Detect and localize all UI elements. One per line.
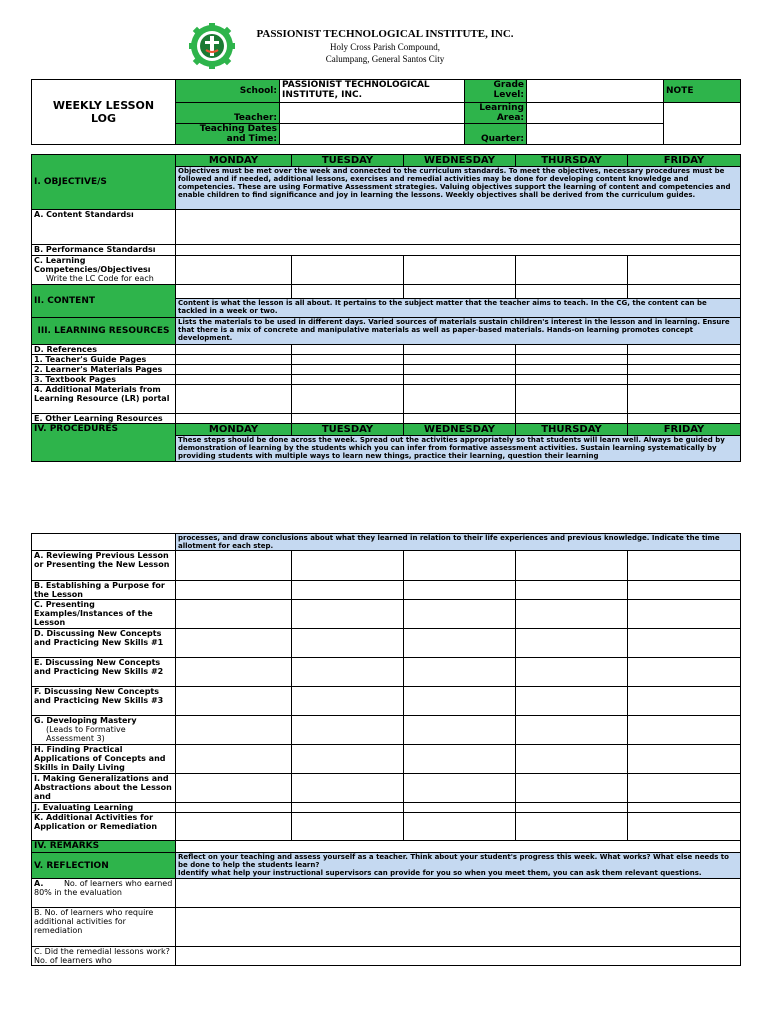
step-f-thu[interactable] [516, 687, 628, 716]
day-tuesday: TUESDAY [292, 155, 404, 167]
references-tue[interactable] [292, 345, 404, 355]
step-g-mon[interactable] [176, 716, 292, 745]
competencies-label [32, 256, 176, 285]
objectives-header: I. OBJECTIVE/S [32, 155, 176, 210]
step-d-fri[interactable] [628, 629, 741, 658]
reflection-a-letter: A. [34, 879, 44, 888]
content-wed[interactable] [404, 285, 516, 299]
note-field[interactable] [664, 103, 741, 145]
step-i-fri[interactable] [628, 774, 741, 803]
reflection-desc-1: Reflect on your teaching and assess yourself as a teacher. Think about your student's progress this week. What works? What else needs to be done to help the students learn? [178, 853, 729, 869]
lm-wed[interactable] [404, 365, 516, 375]
ol-fri[interactable] [628, 414, 741, 424]
step-k-thu[interactable] [516, 813, 628, 841]
ol-thu[interactable] [516, 414, 628, 424]
lm-thu[interactable] [516, 365, 628, 375]
tb-mon[interactable] [176, 375, 292, 385]
step-i-wed[interactable] [404, 774, 516, 803]
performance-standards-label: B. Performance Standardsı [32, 245, 176, 256]
step-d-tue[interactable] [292, 629, 404, 658]
step-j-mon[interactable] [176, 803, 292, 813]
step-f-fri[interactable] [628, 687, 741, 716]
ol-tue[interactable] [292, 414, 404, 424]
step-d-thu[interactable] [516, 629, 628, 658]
step-j-thu[interactable] [516, 803, 628, 813]
step-f-mon[interactable] [176, 687, 292, 716]
step-b-tue[interactable] [292, 581, 404, 600]
note-label: NOTE [664, 80, 741, 103]
reflection-b-field[interactable] [176, 908, 741, 947]
tg-wed[interactable] [404, 355, 516, 365]
step-c-fri[interactable] [628, 600, 741, 629]
am-tue[interactable] [292, 385, 404, 414]
step-g-label [32, 716, 176, 745]
lm-mon[interactable] [176, 365, 292, 375]
content-description: Content is what the lesson is all about. It pertains to the subject matter that the teacher aims to teach. In the CG, the content can be tackled in a week or two. [176, 299, 741, 318]
step-a-wed[interactable] [404, 551, 516, 581]
step-e-label: E. Discussing New Concepts and Practicing New Skills #2 [32, 658, 176, 687]
step-k-wed[interactable] [404, 813, 516, 841]
step-i-tue[interactable] [292, 774, 404, 803]
step-b-label: B. Establishing a Purpose for the Lesson [32, 581, 176, 600]
day-wednesday-2: WEDNESDAY [404, 424, 516, 436]
address-line-2: Calumpang, General Santos City [325, 54, 445, 64]
reflection-b-label: B. No. of learners who require additional activities for remediation [32, 908, 176, 947]
tg-tue[interactable] [292, 355, 404, 365]
school-label: School: [176, 80, 280, 103]
step-a-tue[interactable] [292, 551, 404, 581]
tb-fri[interactable] [628, 375, 741, 385]
tb-thu[interactable] [516, 375, 628, 385]
step-f-tue[interactable] [292, 687, 404, 716]
reflection-description [176, 853, 741, 879]
procedures-cont-blank [32, 534, 176, 551]
competencies-tue[interactable] [292, 256, 404, 285]
day-thursday: THURSDAY [516, 155, 628, 167]
ol-mon[interactable] [176, 414, 292, 424]
step-g-title: G. Developing Mastery [34, 716, 137, 725]
teaching-dates-label: Teaching Dates and Time: [176, 124, 280, 145]
references-thu[interactable] [516, 345, 628, 355]
reflection-c-field[interactable] [176, 947, 741, 966]
reflection-c-label: C. Did the remedial lessons work? No. of learners who [32, 947, 176, 966]
step-e-tue[interactable] [292, 658, 404, 687]
info-table [31, 79, 741, 145]
content-thu[interactable] [516, 285, 628, 299]
competencies-thu[interactable] [516, 256, 628, 285]
step-g-tue[interactable] [292, 716, 404, 745]
step-i-mon[interactable] [176, 774, 292, 803]
step-e-fri[interactable] [628, 658, 741, 687]
am-mon[interactable] [176, 385, 292, 414]
textbook-pages-label: 3. Textbook Pages [32, 375, 176, 385]
day-monday-2: MONDAY [176, 424, 292, 436]
lesson-log-title: WEEKLY LESSON LOG [32, 80, 176, 145]
learning-resources-description: Lists the materials to be used in different days. Varied sources of materials sustain children's interest in the lesson and in learning. Ensure that there is a mix of concrete and manipulative materials as well as paper-based materials. Hands-on learning promotes concept development. [176, 318, 741, 345]
step-c-wed[interactable] [404, 600, 516, 629]
content-mon[interactable] [176, 285, 292, 299]
step-g-wed[interactable] [404, 716, 516, 745]
day-friday: FRIDAY [628, 155, 741, 167]
ol-wed[interactable] [404, 414, 516, 424]
remarks-header: IV. REMARKS [32, 841, 176, 853]
day-wednesday: WEDNESDAY [404, 155, 516, 167]
step-k-label: K. Additional Activities for Application or Remediation [32, 813, 176, 841]
step-a-label: A. Reviewing Previous Lesson or Presenting the New Lesson [32, 551, 176, 581]
step-e-mon[interactable] [176, 658, 292, 687]
objectives-description: Objectives must be met over the week and connected to the curriculum standards. To meet the objectives, necessary procedures must be followed and if needed, additional lessons, exercises and remedial activities may be done for developing content knowledge and competencies. These are using Formative Assessment strategies. Valuing objectives support the learning of content and competencies and enable children to find significance and joy in learning the lessons. Weekly objectives shall be derived from the curriculum guides. [176, 167, 741, 210]
step-h-tue[interactable] [292, 745, 404, 774]
step-a-thu[interactable] [516, 551, 628, 581]
step-d-label: D. Discussing New Concepts and Practicing New Skills #1 [32, 629, 176, 658]
step-h-mon[interactable] [176, 745, 292, 774]
references-wed[interactable] [404, 345, 516, 355]
step-b-mon[interactable] [176, 581, 292, 600]
competencies-title: C. Learning Competencies/Objectivesı [34, 256, 151, 274]
day-friday-2: FRIDAY [628, 424, 741, 436]
lm-tue[interactable] [292, 365, 404, 375]
teacher-label: Teacher: [176, 103, 280, 124]
lm-fri[interactable] [628, 365, 741, 375]
learners-materials-label: 2. Learner's Materials Pages [32, 365, 176, 375]
step-f-label: F. Discussing New Concepts and Practicing New Skills #3 [32, 687, 176, 716]
content-tue[interactable] [292, 285, 404, 299]
am-wed[interactable] [404, 385, 516, 414]
competencies-mon[interactable] [176, 256, 292, 285]
learning-area-field[interactable] [527, 103, 664, 124]
teacher-field[interactable] [280, 103, 465, 124]
lesson-table-part2 [31, 533, 741, 966]
competencies-wed[interactable] [404, 256, 516, 285]
reflection-desc-2: Identify what help your instructional supervisors can provide for you so when you meet them, you can ask them relevant questions. [178, 869, 702, 877]
step-h-fri[interactable] [628, 745, 741, 774]
teaching-dates-field[interactable] [280, 124, 465, 145]
step-b-fri[interactable] [628, 581, 741, 600]
am-fri[interactable] [628, 385, 741, 414]
procedures-description: These steps should be done across the week. Spread out the activities appropriately so that students will learn well. Always be guided by demonstration of learning by the students which you can infer from formative assessment activities. Sustain learning systematically by providing students with multiple ways to learn new things, practice their learning, question their learning [176, 436, 741, 462]
step-d-mon[interactable] [176, 629, 292, 658]
grade-level-field[interactable] [527, 80, 664, 103]
step-a-mon[interactable] [176, 551, 292, 581]
reflection-a-label [32, 879, 176, 908]
quarter-label: Quarter: [465, 124, 527, 145]
step-g-fri[interactable] [628, 716, 741, 745]
day-monday: MONDAY [176, 155, 292, 167]
quarter-field[interactable] [527, 124, 664, 145]
step-g-thu[interactable] [516, 716, 628, 745]
step-b-thu[interactable] [516, 581, 628, 600]
content-standards-field[interactable] [176, 210, 741, 245]
references-fri[interactable] [628, 345, 741, 355]
step-k-mon[interactable] [176, 813, 292, 841]
header-block [240, 28, 530, 65]
tb-wed[interactable] [404, 375, 516, 385]
additional-materials-label: 4. Additional Materials from Learning Resource (LR) portal [32, 385, 176, 414]
step-j-fri[interactable] [628, 803, 741, 813]
content-fri[interactable] [628, 285, 741, 299]
step-c-tue[interactable] [292, 600, 404, 629]
step-e-thu[interactable] [516, 658, 628, 687]
step-h-label: H. Finding Practical Applications of Concepts and Skills in Daily Living [32, 745, 176, 774]
performance-standards-field[interactable] [176, 245, 741, 256]
procedures-description-cont: processes, and draw conclusions about what they learned in relation to their life experiences and previous knowledge. Indicate the time allotment for each step. [176, 534, 741, 551]
am-thu[interactable] [516, 385, 628, 414]
grade-level-label: Grade Level: [465, 80, 527, 103]
step-c-thu[interactable] [516, 600, 628, 629]
school-field[interactable]: PASSIONIST TECHNOLOGICAL INSTITUTE, INC. [280, 80, 465, 103]
step-j-label: J. Evaluating Learning [32, 803, 176, 813]
step-j-wed[interactable] [404, 803, 516, 813]
step-e-wed[interactable] [404, 658, 516, 687]
references-mon[interactable] [176, 345, 292, 355]
step-k-fri[interactable] [628, 813, 741, 841]
school-logo [189, 23, 235, 69]
tg-thu[interactable] [516, 355, 628, 365]
teachers-guide-label: 1. Teacher's Guide Pages [32, 355, 176, 365]
competencies-fri[interactable] [628, 256, 741, 285]
reflection-header: V. REFLECTION [32, 853, 176, 879]
tg-mon[interactable] [176, 355, 292, 365]
other-resources-label: E. Other Learning Resources [32, 414, 176, 424]
reflection-a-text: No. of learners who earned 80% in the evaluation [34, 879, 173, 897]
step-h-wed[interactable] [404, 745, 516, 774]
step-i-label: I. Making Generalizations and Abstractions about the Lesson and [32, 774, 176, 803]
procedures-header: IV. PROCEDURES [32, 424, 176, 462]
step-h-thu[interactable] [516, 745, 628, 774]
learning-area-label: Learning Area: [465, 103, 527, 124]
step-c-mon[interactable] [176, 600, 292, 629]
step-d-wed[interactable] [404, 629, 516, 658]
step-f-wed[interactable] [404, 687, 516, 716]
step-j-tue[interactable] [292, 803, 404, 813]
reflection-a-field[interactable] [176, 879, 741, 908]
step-k-tue[interactable] [292, 813, 404, 841]
step-a-fri[interactable] [628, 551, 741, 581]
tb-tue[interactable] [292, 375, 404, 385]
step-b-wed[interactable] [404, 581, 516, 600]
step-c-label: C. Presenting Examples/Instances of the Lesson [32, 600, 176, 629]
day-tuesday-2: TUESDAY [292, 424, 404, 436]
remarks-field[interactable] [176, 841, 741, 853]
day-thursday-2: THURSDAY [516, 424, 628, 436]
step-i-thu[interactable] [516, 774, 628, 803]
references-label: D. References [32, 345, 176, 355]
content-standards-label: A. Content Standardsı [32, 210, 176, 245]
address-line-1: Holy Cross Parish Compound, [329, 42, 440, 52]
institute-name: PASSIONIST TECHNOLOGICAL INSTITUTE, INC. [256, 28, 514, 40]
competencies-note: Write the LC Code for each [46, 274, 154, 283]
tg-fri[interactable] [628, 355, 741, 365]
lesson-table-part1 [31, 154, 741, 462]
learning-resources-header: III. LEARNING RESOURCES [32, 318, 176, 345]
content-header: II. CONTENT [32, 285, 176, 318]
step-g-note: (Leads to Formative Assessment 3) [46, 725, 126, 743]
